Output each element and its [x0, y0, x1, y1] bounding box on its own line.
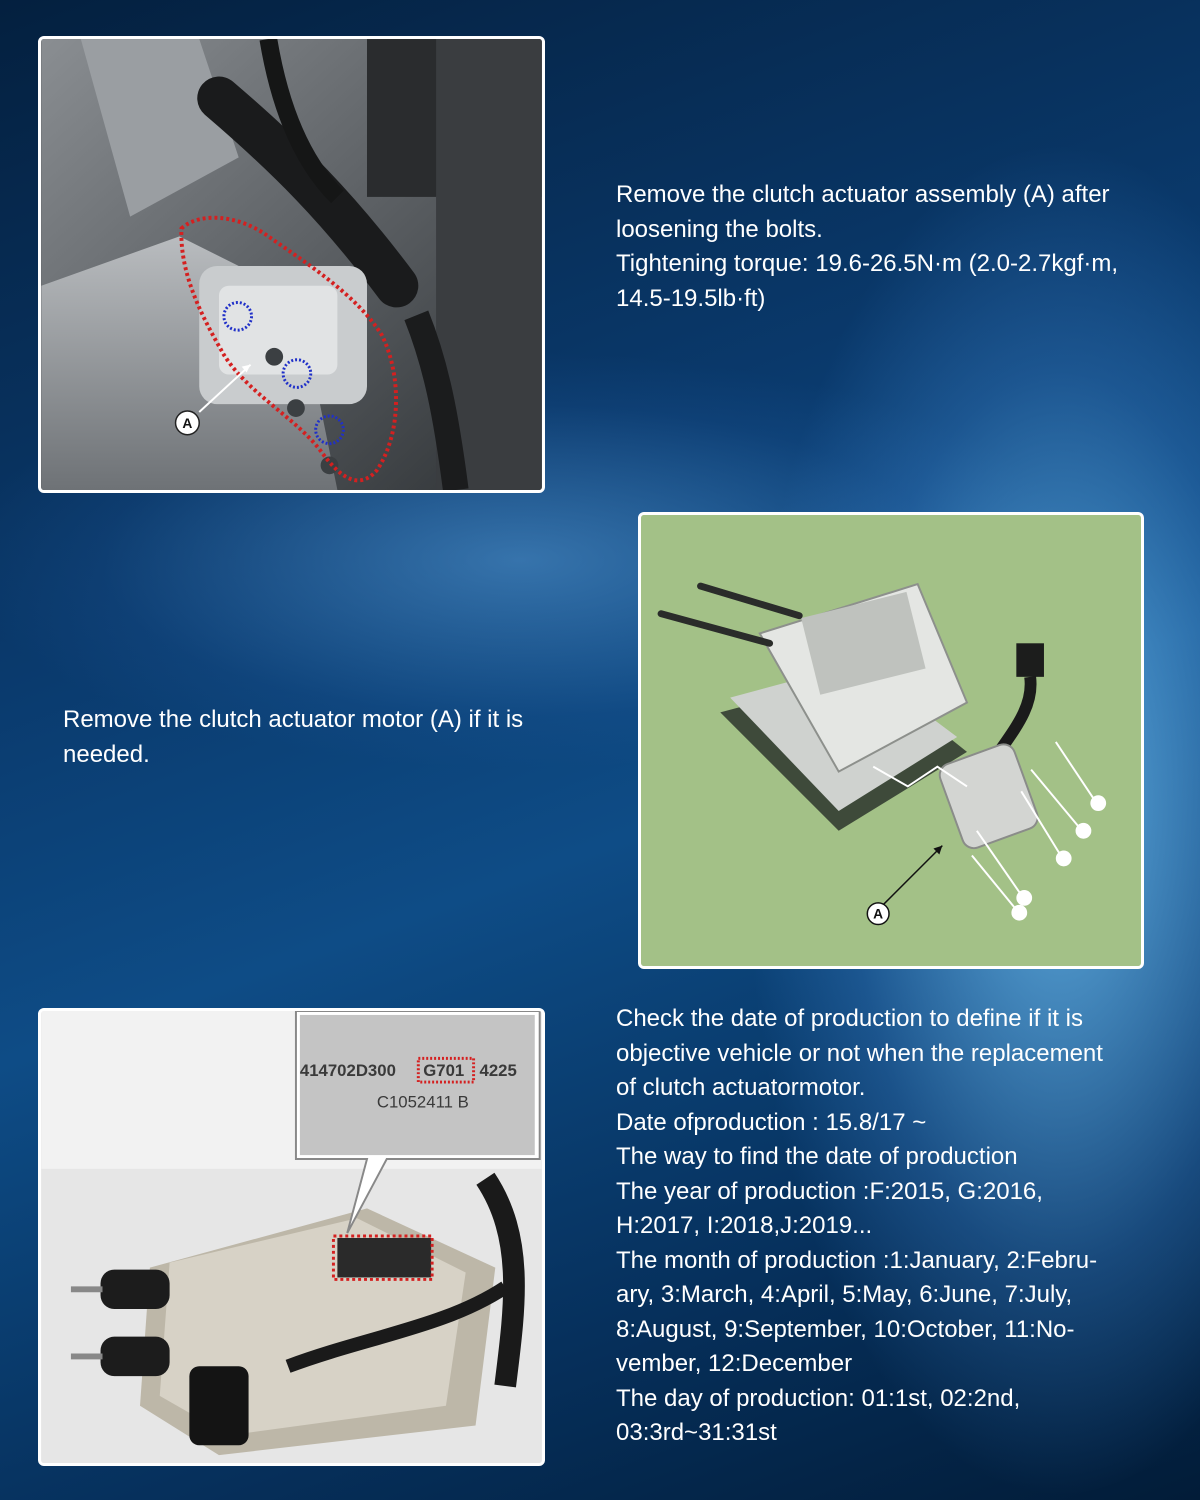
- clutch-actuator-motor-diagram: [638, 512, 1144, 969]
- label-suffix: 4225: [479, 1061, 517, 1081]
- step1-line: Tightening torque: 19.6-26.5N·m (2.0-2.7kgf·m,: [616, 250, 1119, 277]
- step3-line: 03:3rd~31:31st: [616, 1419, 777, 1446]
- step3-line: vember, 12:December: [616, 1350, 853, 1377]
- step3-line: H:2017, I:2018,J:2019...: [616, 1212, 873, 1239]
- production-label-photo: [38, 1008, 545, 1466]
- step1-instructions: [616, 178, 1186, 316]
- callout-a-label: A: [873, 905, 884, 922]
- step3-line: The month of production :1:January, 2:Febru-: [616, 1246, 1098, 1274]
- step3-line: The day of production: 01:1st, 02:2nd,: [616, 1384, 1021, 1412]
- step1-line: 14.5-19.5lb·ft): [616, 284, 766, 312]
- callout-a-label: A: [182, 414, 193, 431]
- label-serial: C1052411 B: [376, 1092, 469, 1112]
- step3-line: 8:August, 9:September, 10:October, 11:No-: [616, 1315, 1075, 1343]
- step3-line: of clutch actuatormotor.: [616, 1074, 866, 1101]
- clutch-actuator-assembly-photo: [38, 36, 545, 493]
- step3-line: objective vehicle or not when the replacement: [616, 1039, 1103, 1067]
- step2-line: Remove the clutch actuator motor (A) if it is: [63, 706, 524, 733]
- engine-bay-illustration: [41, 39, 542, 490]
- step3-line: Date ofproduction : 15.8/17 ~: [616, 1108, 927, 1136]
- step1-line: Remove the clutch actuator assembly (A) after: [616, 181, 1110, 208]
- step3-line: The way to find the date of production: [616, 1143, 1018, 1170]
- exploded-actuator-illustration: [641, 515, 1141, 966]
- step2-instructions: [63, 703, 603, 772]
- label-date-code: G701: [423, 1061, 465, 1081]
- step2-line: needed.: [63, 740, 150, 768]
- label-part-code: 414702D300: [299, 1061, 396, 1081]
- step3-line: Check the date of production to define if it is: [616, 1005, 1083, 1032]
- step3-instructions: [616, 1002, 1176, 1451]
- step1-line: loosening the bolts.: [616, 215, 823, 243]
- actuator-label-illustration: [41, 1011, 542, 1463]
- step3-line: The year of production :F:2015, G:2016,: [616, 1177, 1043, 1205]
- step3-line: ary, 3:March, 4:April, 5:May, 6:June, 7:July,: [616, 1281, 1073, 1308]
